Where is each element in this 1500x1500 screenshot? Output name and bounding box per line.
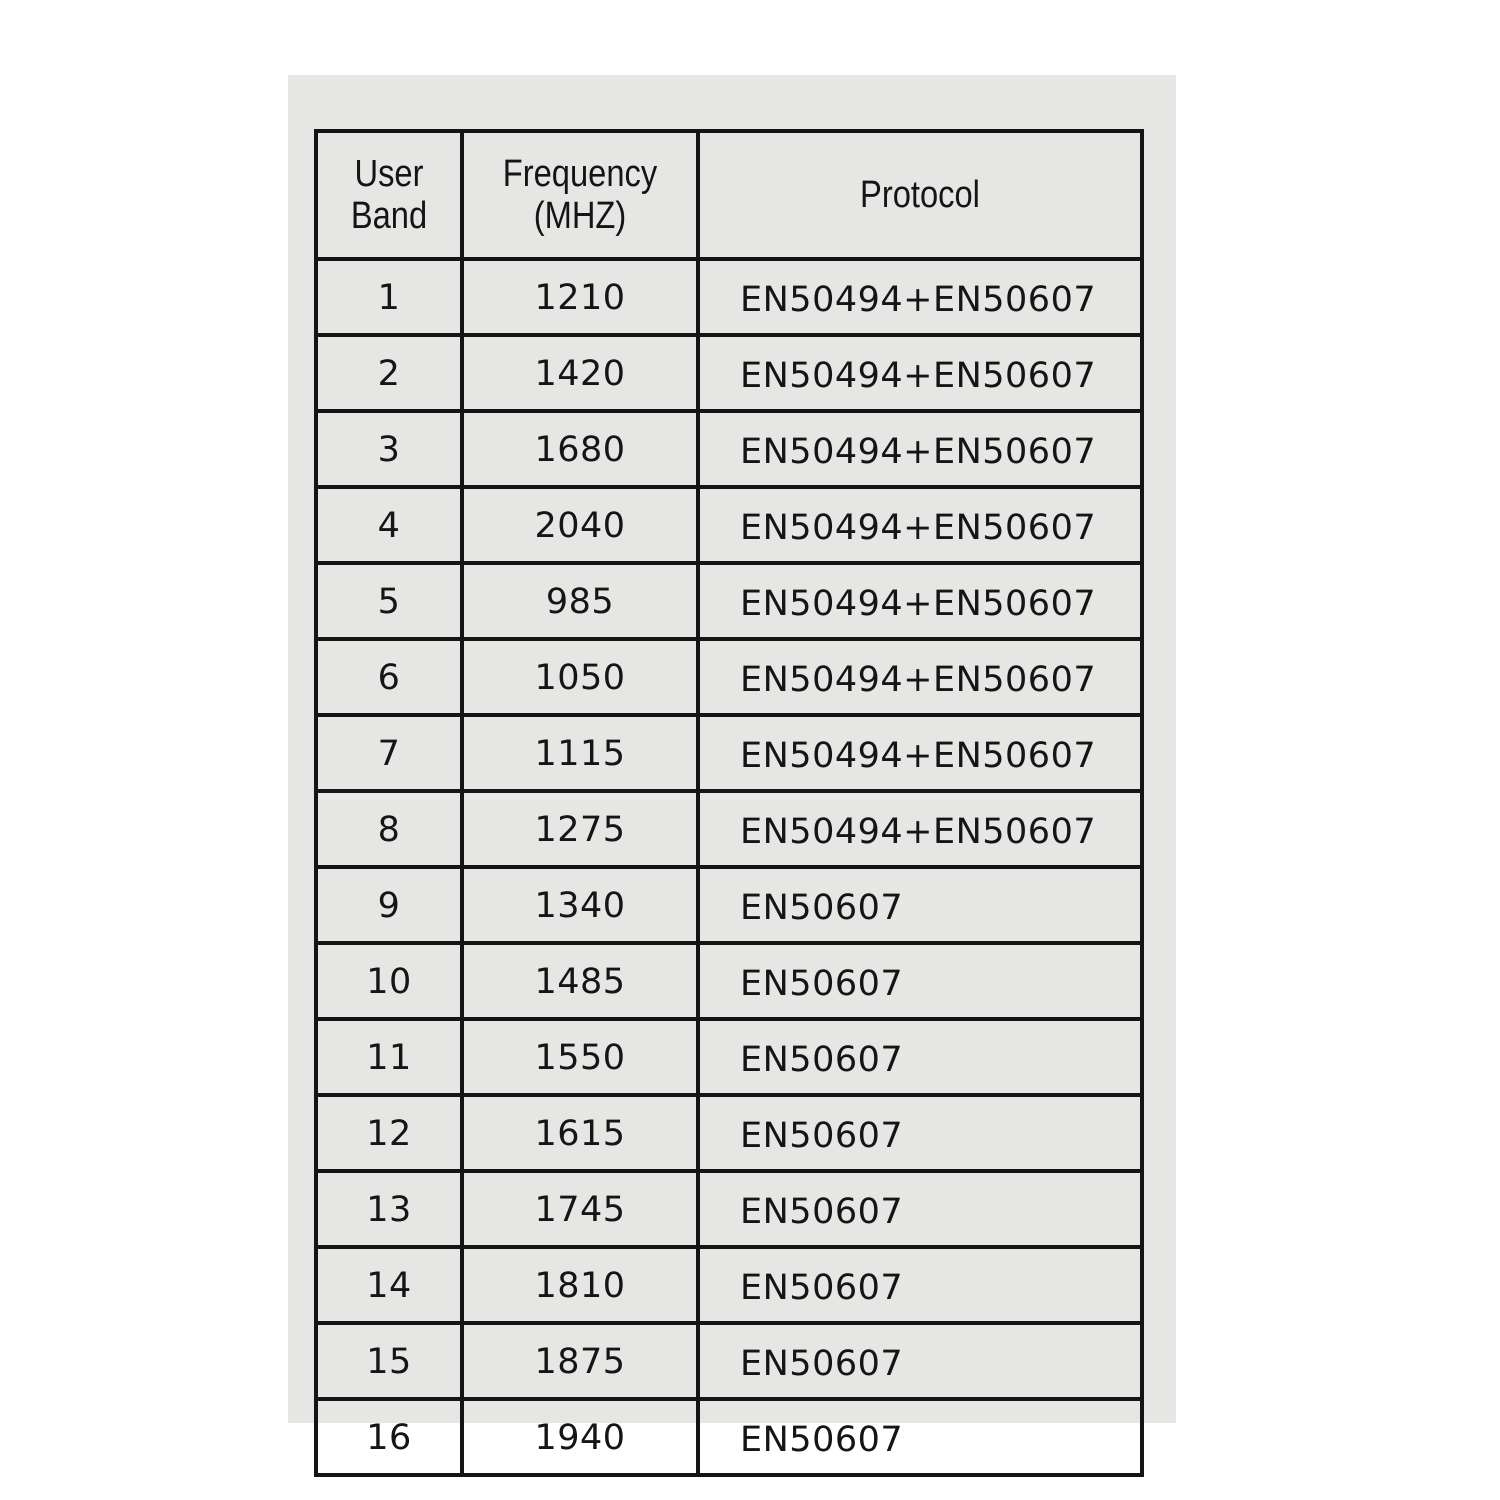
frequency-cell: 1875 [462, 1323, 698, 1399]
user-band-cell: 11 [316, 1019, 462, 1095]
user-band-label-card [288, 75, 1176, 1460]
table-header-row [316, 131, 1142, 259]
user-band-cell: 15 [316, 1323, 462, 1399]
table-row [316, 487, 1142, 563]
user-band-cell: 5 [316, 563, 462, 639]
protocol-cell: EN50494+EN50607 [698, 639, 1142, 715]
protocol-cell: EN50494+EN50607 [698, 715, 1142, 791]
protocol-cell: EN50607 [698, 867, 1142, 943]
header-text-line: User [354, 153, 424, 195]
frequency-cell: 985 [462, 563, 698, 639]
user-band-cell: 8 [316, 791, 462, 867]
frequency-column-header [479, 131, 682, 259]
frequency-cell: 1115 [462, 715, 698, 791]
table-row [316, 1247, 1142, 1323]
frequency-cell: 1745 [462, 1171, 698, 1247]
table-row [316, 639, 1142, 715]
frequency-cell: 1210 [462, 259, 698, 335]
table-row [316, 1171, 1142, 1247]
table-row [316, 715, 1142, 791]
user-band-cell: 6 [316, 639, 462, 715]
table-row [316, 1019, 1142, 1095]
user-band-frequency-table [314, 129, 1144, 1477]
user-band-cell: 12 [316, 1095, 462, 1171]
table-row [316, 1095, 1142, 1171]
protocol-cell: EN50607 [698, 1399, 1142, 1475]
frequency-cell: 1680 [462, 411, 698, 487]
table-body [316, 259, 1142, 1475]
protocol-cell: EN50494+EN50607 [698, 563, 1142, 639]
protocol-cell: EN50494+EN50607 [698, 791, 1142, 867]
frequency-cell: 1940 [462, 1399, 698, 1475]
protocol-cell: EN50607 [698, 943, 1142, 1019]
frequency-cell: 2040 [462, 487, 698, 563]
frequency-cell: 1050 [462, 639, 698, 715]
table-row [316, 791, 1142, 867]
protocol-cell: EN50607 [698, 1323, 1142, 1399]
user-band-cell: 1 [316, 259, 462, 335]
table-row [316, 1323, 1142, 1399]
frequency-cell: 1275 [462, 791, 698, 867]
user-band-column-header [326, 131, 452, 259]
table-row [316, 259, 1142, 335]
protocol-cell: EN50494+EN50607 [698, 487, 1142, 563]
protocol-column-header [729, 131, 1111, 259]
user-band-cell: 2 [316, 335, 462, 411]
frequency-cell: 1810 [462, 1247, 698, 1323]
header-text-line: (MHZ) [533, 195, 627, 237]
user-band-cell: 4 [316, 487, 462, 563]
header-text-line: Band [350, 195, 428, 237]
header-text-line: Frequency [502, 153, 658, 195]
protocol-cell: EN50607 [698, 1247, 1142, 1323]
protocol-cell: EN50607 [698, 1095, 1142, 1171]
table-row [316, 867, 1142, 943]
protocol-cell: EN50494+EN50607 [698, 335, 1142, 411]
frequency-cell: 1340 [462, 867, 698, 943]
table-row [316, 1399, 1142, 1475]
protocol-cell: EN50607 [698, 1019, 1142, 1095]
protocol-cell: EN50607 [698, 1171, 1142, 1247]
user-band-cell: 7 [316, 715, 462, 791]
user-band-cell: 13 [316, 1171, 462, 1247]
frequency-cell: 1420 [462, 335, 698, 411]
table-row [316, 335, 1142, 411]
protocol-cell: EN50494+EN50607 [698, 259, 1142, 335]
table-row [316, 411, 1142, 487]
protocol-cell: EN50494+EN50607 [698, 411, 1142, 487]
user-band-cell: 3 [316, 411, 462, 487]
table-row [316, 943, 1142, 1019]
header-text-line: Protocol [860, 174, 980, 216]
table-row [316, 563, 1142, 639]
user-band-cell: 10 [316, 943, 462, 1019]
frequency-cell: 1615 [462, 1095, 698, 1171]
user-band-cell: 16 [316, 1399, 462, 1475]
user-band-cell: 14 [316, 1247, 462, 1323]
user-band-cell: 9 [316, 867, 462, 943]
frequency-cell: 1485 [462, 943, 698, 1019]
frequency-cell: 1550 [462, 1019, 698, 1095]
